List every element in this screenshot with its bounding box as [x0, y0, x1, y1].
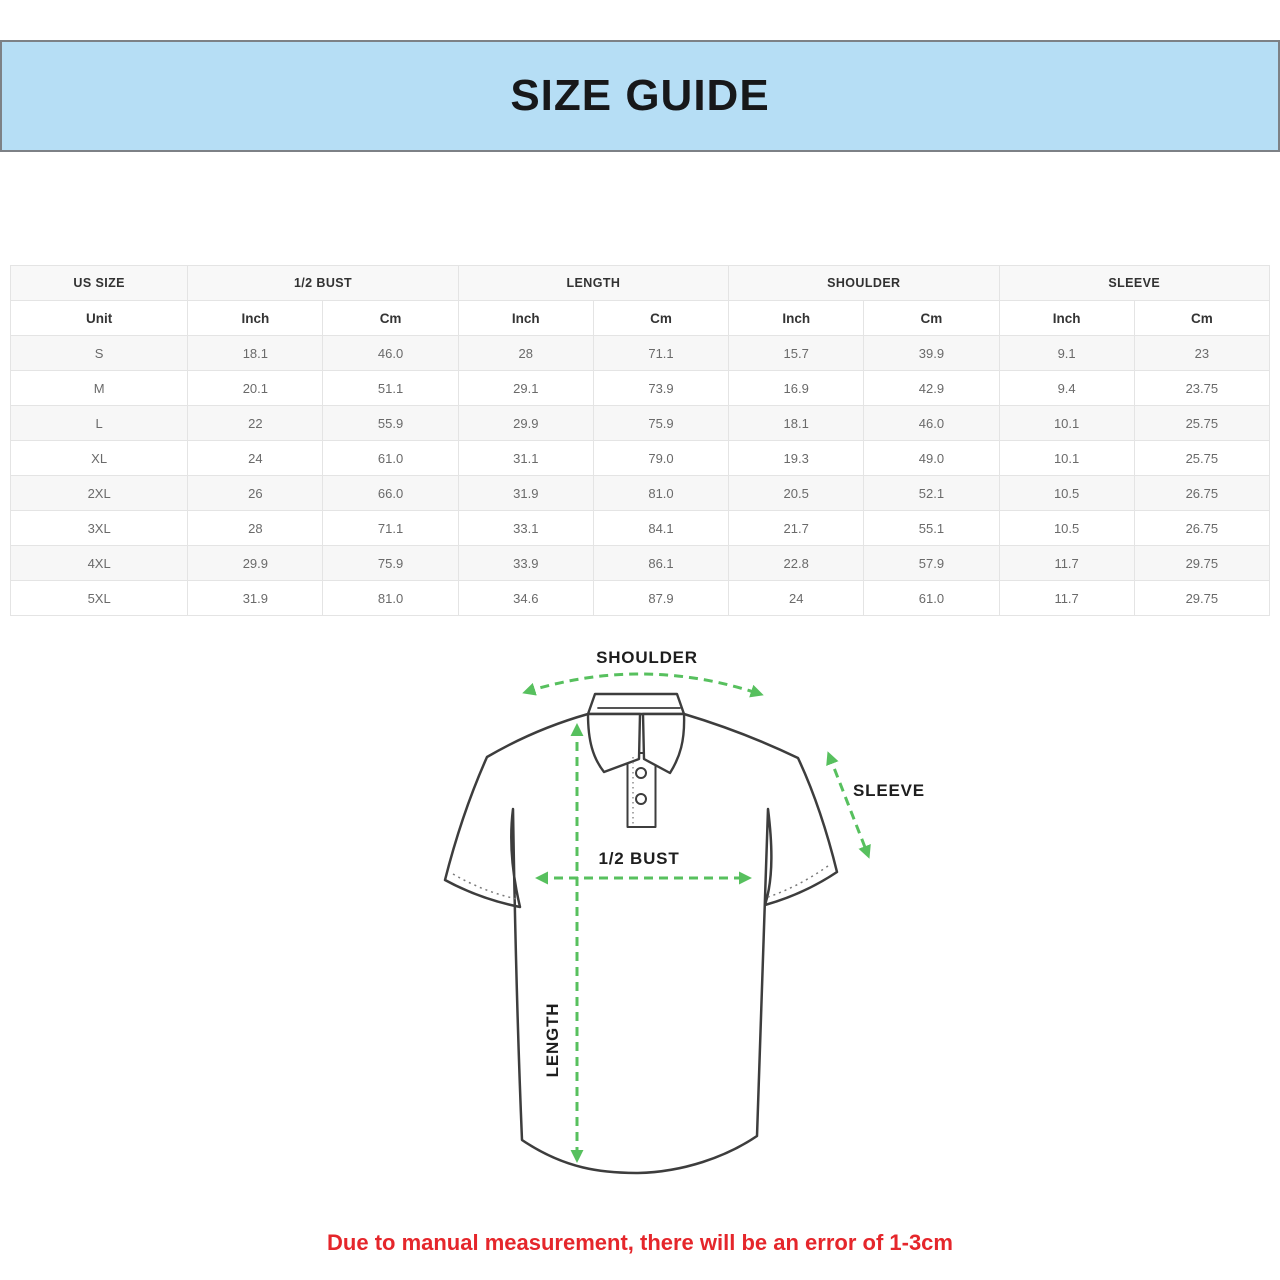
value-cell: 71.1: [593, 336, 728, 371]
value-cell: 28: [458, 336, 593, 371]
table-row: [11, 336, 1270, 371]
value-cell: 22: [188, 406, 323, 441]
value-cell: 75.9: [593, 406, 728, 441]
button-top: [636, 768, 646, 778]
value-cell: 18.1: [729, 406, 864, 441]
collar-band: [588, 694, 684, 714]
size-chart-table: [10, 265, 1270, 616]
value-cell: 29.1: [458, 371, 593, 406]
value-cell: 26.75: [1134, 476, 1269, 511]
value-cell: 19.3: [729, 441, 864, 476]
value-cell: 16.9: [729, 371, 864, 406]
value-cell: 15.7: [729, 336, 864, 371]
size-cell: S: [11, 336, 188, 371]
value-cell: 73.9: [593, 371, 728, 406]
value-cell: 26.75: [1134, 511, 1269, 546]
table-row: [11, 371, 1270, 406]
column-header-bust: 1/2 BUST: [188, 266, 458, 301]
value-cell: 61.0: [864, 581, 999, 616]
value-cell: 10.1: [999, 441, 1134, 476]
size-cell: 5XL: [11, 581, 188, 616]
value-cell: 24: [188, 441, 323, 476]
size-cell: L: [11, 406, 188, 441]
unit-header: Inch: [999, 301, 1134, 336]
value-cell: 29.9: [188, 546, 323, 581]
size-cell: 4XL: [11, 546, 188, 581]
value-cell: 9.1: [999, 336, 1134, 371]
value-cell: 46.0: [323, 336, 458, 371]
value-cell: 25.75: [1134, 441, 1269, 476]
value-cell: 66.0: [323, 476, 458, 511]
size-cell: XL: [11, 441, 188, 476]
shoulder-label: SHOULDER: [596, 648, 698, 667]
value-cell: 55.1: [864, 511, 999, 546]
value-cell: 75.9: [323, 546, 458, 581]
value-cell: 31.1: [458, 441, 593, 476]
value-cell: 33.1: [458, 511, 593, 546]
column-header-sleeve: SLEEVE: [999, 266, 1269, 301]
value-cell: 49.0: [864, 441, 999, 476]
value-cell: 28: [188, 511, 323, 546]
shoulder-arrow: [526, 674, 760, 694]
sleeve-arrow: [829, 755, 868, 855]
value-cell: 10.5: [999, 511, 1134, 546]
sleeve-label: SLEEVE: [853, 781, 925, 800]
value-cell: 87.9: [593, 581, 728, 616]
polo-shirt-outline: [445, 694, 837, 1173]
size-table-body: [11, 336, 1270, 616]
column-header-shoulder: SHOULDER: [729, 266, 999, 301]
value-cell: 18.1: [188, 336, 323, 371]
unit-header: Inch: [729, 301, 864, 336]
value-cell: 20.1: [188, 371, 323, 406]
table-row: [11, 441, 1270, 476]
value-cell: 21.7: [729, 511, 864, 546]
value-cell: 31.9: [458, 476, 593, 511]
unit-header-row: [11, 301, 1270, 336]
value-cell: 84.1: [593, 511, 728, 546]
table-row: [11, 476, 1270, 511]
unit-header: Unit: [11, 301, 188, 336]
unit-header: Inch: [458, 301, 593, 336]
table-row: [11, 511, 1270, 546]
size-cell: M: [11, 371, 188, 406]
value-cell: 29.9: [458, 406, 593, 441]
unit-header: Cm: [593, 301, 728, 336]
value-cell: 86.1: [593, 546, 728, 581]
value-cell: 10.5: [999, 476, 1134, 511]
value-cell: 39.9: [864, 336, 999, 371]
unit-header: Cm: [1134, 301, 1269, 336]
bust-label: 1/2 BUST: [598, 849, 680, 868]
group-header-row: [11, 266, 1270, 301]
measurement-error-note: Due to manual measurement, there will be an error of 1-3cm: [327, 1230, 953, 1255]
value-cell: 81.0: [323, 581, 458, 616]
table-row: [11, 581, 1270, 616]
value-cell: 20.5: [729, 476, 864, 511]
size-guide-banner: [0, 40, 1280, 152]
button-bottom: [636, 794, 646, 804]
column-header-us-size: US SIZE: [11, 266, 188, 301]
value-cell: 23: [1134, 336, 1269, 371]
table-row: [11, 546, 1270, 581]
value-cell: 55.9: [323, 406, 458, 441]
value-cell: 52.1: [864, 476, 999, 511]
value-cell: 25.75: [1134, 406, 1269, 441]
unit-header: Cm: [864, 301, 999, 336]
value-cell: 23.75: [1134, 371, 1269, 406]
value-cell: 81.0: [593, 476, 728, 511]
value-cell: 11.7: [999, 581, 1134, 616]
value-cell: 29.75: [1134, 581, 1269, 616]
value-cell: 71.1: [323, 511, 458, 546]
value-cell: 46.0: [864, 406, 999, 441]
value-cell: 22.8: [729, 546, 864, 581]
value-cell: 42.9: [864, 371, 999, 406]
value-cell: 29.75: [1134, 546, 1269, 581]
value-cell: 79.0: [593, 441, 728, 476]
value-cell: 31.9: [188, 581, 323, 616]
value-cell: 24: [729, 581, 864, 616]
value-cell: 57.9: [864, 546, 999, 581]
value-cell: 26: [188, 476, 323, 511]
column-header-length: LENGTH: [458, 266, 728, 301]
measurement-diagram: [440, 645, 930, 1190]
value-cell: 10.1: [999, 406, 1134, 441]
length-label: LENGTH: [543, 1002, 562, 1078]
value-cell: 34.6: [458, 581, 593, 616]
page-title: SIZE GUIDE: [510, 71, 770, 120]
value-cell: 51.1: [323, 371, 458, 406]
value-cell: 61.0: [323, 441, 458, 476]
size-cell: 2XL: [11, 476, 188, 511]
size-cell: 3XL: [11, 511, 188, 546]
unit-header: Cm: [323, 301, 458, 336]
table-row: [11, 406, 1270, 441]
unit-header: Inch: [188, 301, 323, 336]
value-cell: 9.4: [999, 371, 1134, 406]
value-cell: 33.9: [458, 546, 593, 581]
value-cell: 11.7: [999, 546, 1134, 581]
